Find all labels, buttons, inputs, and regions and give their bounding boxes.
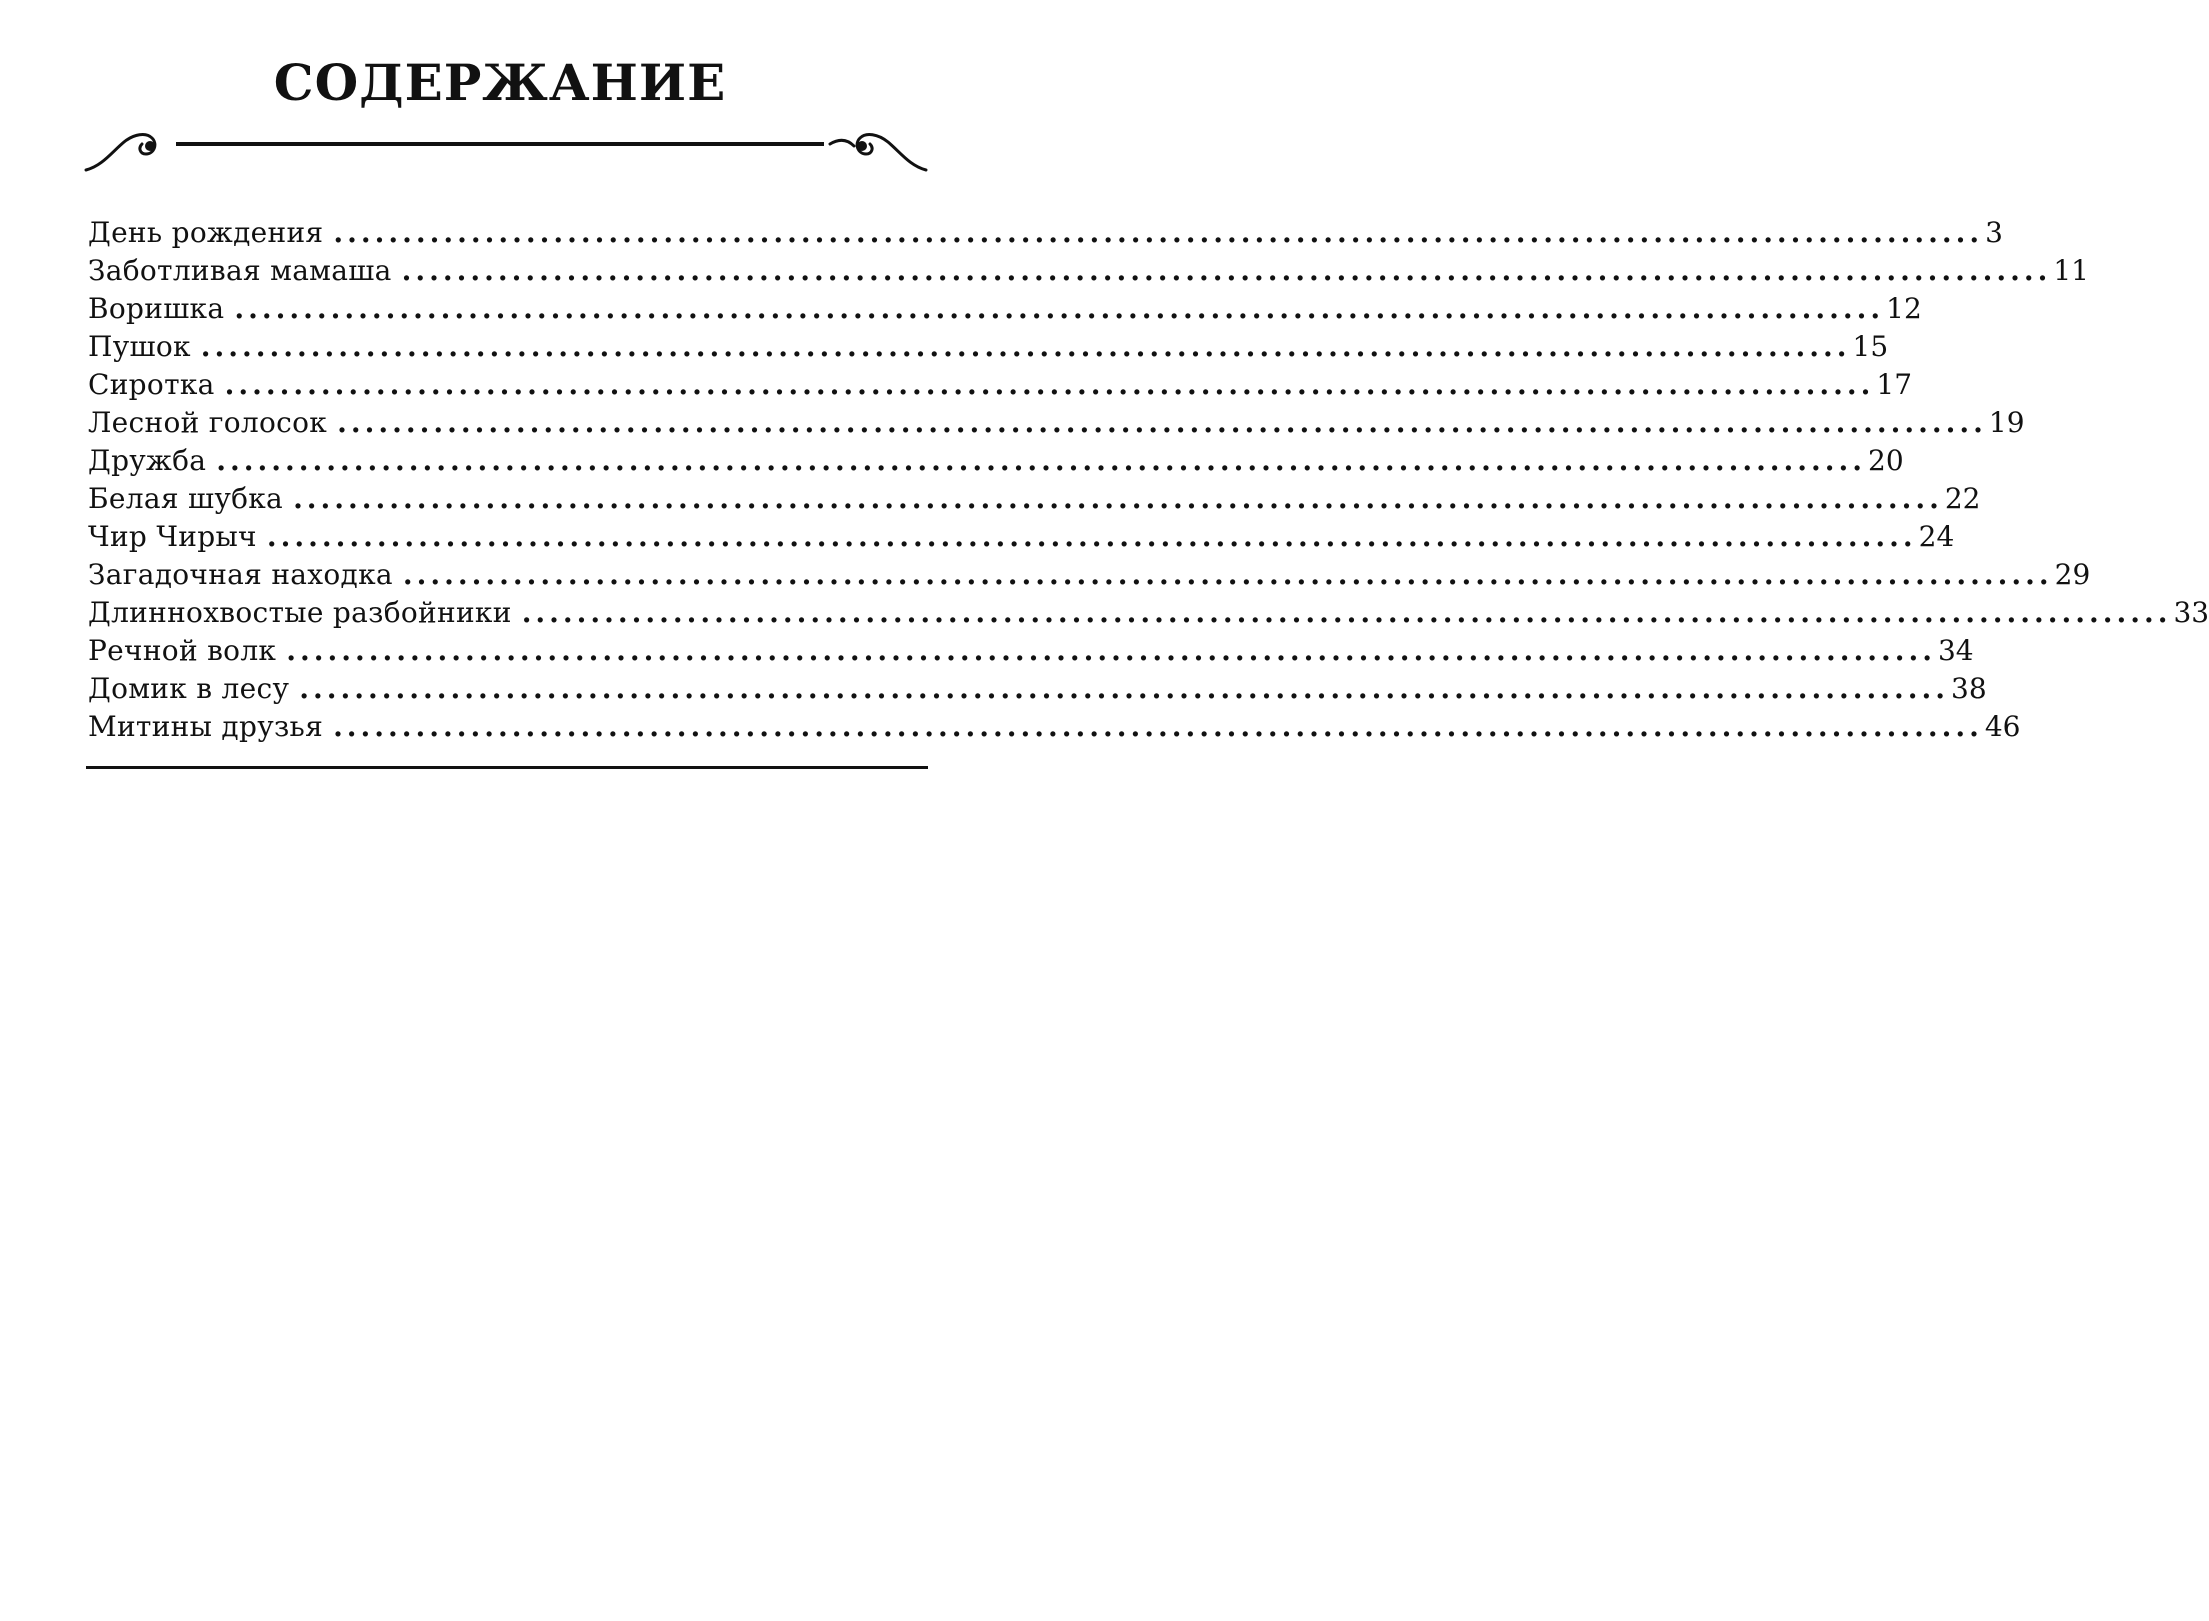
toc-leader-dots: ........................................................................................................................ — [286, 634, 1936, 667]
toc-entry-title: Домик в лесу — [88, 672, 290, 705]
toc-leader-dots: ........................................................................................................................ — [293, 482, 1943, 515]
toc-entry-page: 19 — [1988, 406, 2025, 439]
toc-entry-page: 17 — [1876, 368, 1913, 401]
toc-entry-title: Речной волк — [88, 634, 277, 667]
toc-leader-dots: ........................................................................................................................ — [402, 558, 2053, 591]
toc-entry-title: День рождения — [88, 216, 324, 249]
toc-entry — [88, 708, 2021, 746]
flourish-divider-icon — [84, 126, 928, 176]
toc-leader-dots: ........................................................................................................................ — [521, 596, 2172, 629]
toc-entry-page: 29 — [2054, 558, 2091, 591]
table-of-contents — [88, 214, 2209, 746]
toc-entry-title: Митины друзья — [88, 710, 324, 743]
toc-leader-dots: ........................................................................................................................ — [333, 710, 1983, 743]
toc-leader-dots: ........................................................................................................................ — [200, 330, 1851, 363]
toc-entry — [88, 328, 1889, 366]
toc-entry-title: Длиннохвостые разбойники — [88, 596, 512, 629]
toc-entry-title: Белая шубка — [88, 482, 284, 515]
toc-entry-page: 11 — [2053, 254, 2089, 287]
toc-entry — [88, 670, 1987, 708]
toc-entry — [88, 556, 2091, 594]
toc-entry — [88, 252, 2089, 290]
toc-entry — [88, 594, 2209, 632]
toc-entry — [88, 404, 2025, 442]
toc-entry-page: 3 — [1985, 216, 2003, 249]
toc-entry-page: 38 — [1951, 672, 1987, 705]
toc-entry — [88, 480, 1981, 518]
toc-entry-page: 12 — [1886, 292, 1922, 325]
toc-leader-dots: ........................................................................................................................ — [337, 406, 1987, 439]
toc-leader-dots: ........................................................................................................................ — [299, 672, 1950, 705]
toc-entry-page: 22 — [1944, 482, 1981, 515]
toc-leader-dots: ........................................................................................................................ — [333, 216, 1984, 249]
toc-entry-title: Лесной голосок — [88, 406, 328, 439]
page-title: СОДЕРЖАНИЕ — [273, 53, 727, 112]
toc-entry-title: Чир Чирыч — [88, 520, 257, 553]
toc-entry-title: Дружба — [88, 444, 207, 477]
toc-leader-dots: ........................................................................................................................ — [401, 254, 2052, 287]
bottom-divider — [86, 766, 928, 769]
toc-leader-dots: ........................................................................................................................ — [234, 292, 1885, 325]
toc-entry — [88, 290, 1922, 328]
toc-entry — [88, 366, 1913, 404]
toc-entry — [88, 442, 1904, 480]
toc-entry-title: Воришка — [88, 292, 225, 325]
toc-entry-page: 46 — [1984, 710, 2021, 743]
toc-entry-title: Сиротка — [88, 368, 215, 401]
toc-entry-page: 34 — [1937, 634, 1974, 667]
toc-leader-dots: ........................................................................................................................ — [224, 368, 1875, 401]
toc-entry — [88, 518, 1955, 556]
toc-entry-title: Пушок — [88, 330, 191, 363]
toc-leader-dots: ........................................................................................................................ — [266, 520, 1917, 553]
toc-entry-page: 15 — [1852, 330, 1889, 363]
toc-entry-page: 20 — [1868, 444, 1904, 477]
toc-entry-title: Загадочная находка — [88, 558, 393, 591]
toc-entry-title: Заботливая мамаша — [88, 254, 392, 287]
toc-leader-dots: ........................................................................................................................ — [216, 444, 1867, 477]
toc-entry-page: 24 — [1918, 520, 1955, 553]
toc-entry — [88, 214, 2003, 252]
toc-entry — [88, 632, 1974, 670]
toc-entry-page: 33 — [2173, 596, 2209, 629]
